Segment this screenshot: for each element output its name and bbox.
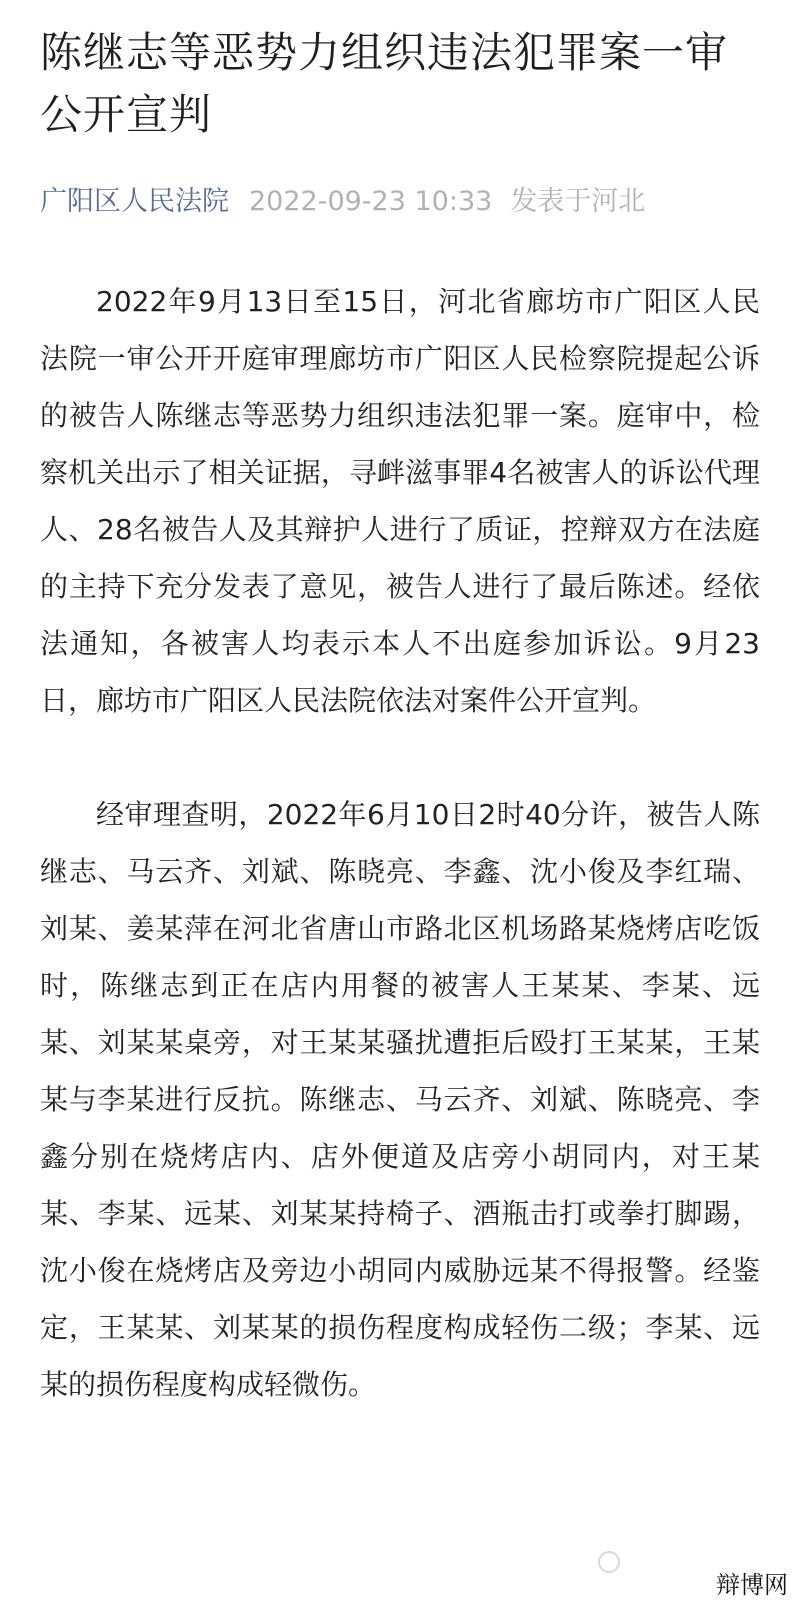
watermark <box>598 1548 624 1573</box>
paragraph: 经审理查明，2022年6月10日2时40分许，被告人陈继志、马云齐、刘斌、陈晓亮、李鑫、沈小俊及李红瑞、刘某、姜某萍在河北省唐山市路北区机场路某烧烤店吃饭时，陈继志到正在店内用餐的被害人王某某、李某、远某、刘某某桌旁，对王某某骚扰遭拒后殴打王某某，王某某与李某进行反抗。陈继志、马云齐、刘斌、陈晓亮、李鑫分别在烧烤店内、店外便道及店旁小胡同内，对王某某、李某、远某、刘某某持椅子、酒瓶击打或拳打脚踢，沈小俊在烧烤店及旁边小胡同内威胁远某不得报警。经鉴定，王某某、刘某某的损伤程度构成轻伤二级；李某、远某的损伤程度构成轻微伤。 <box>40 798 760 1401</box>
article-meta <box>40 184 760 220</box>
article <box>40 22 760 1413</box>
publish-location: 发表于河北 <box>510 186 646 217</box>
circle-logo-icon <box>598 1551 620 1573</box>
article-title: 陈继志等恶势力组织违法犯罪案一审公开宣判 <box>40 28 729 139</box>
author-link[interactable]: 广阳区人民法院 <box>40 186 229 217</box>
publish-time: 2022-09-23 10:33 <box>249 186 493 217</box>
paragraph: 2022年9月13日至15日，河北省廊坊市广阳区人民法院一审公开开庭审理廊坊市广阳区人民检察院提起公诉的被告人陈继志等恶势力组织违法犯罪一案。庭审中，检察机关出示了相关证据，寻衅滋事罪4名被害人的诉讼代理人、28名被告人及其辩护人进行了质证，控辩双方在法庭的主持下充分发表了意见，被告人进行了最后陈述。经依法通知，各被害人均表示本人不出庭参加诉讼。9月23日，廊坊市广阳区人民法院依法对案件公开宣判。 <box>40 285 760 717</box>
site-logo: 辩博网 <box>712 1570 792 1600</box>
article-body <box>40 273 760 1413</box>
